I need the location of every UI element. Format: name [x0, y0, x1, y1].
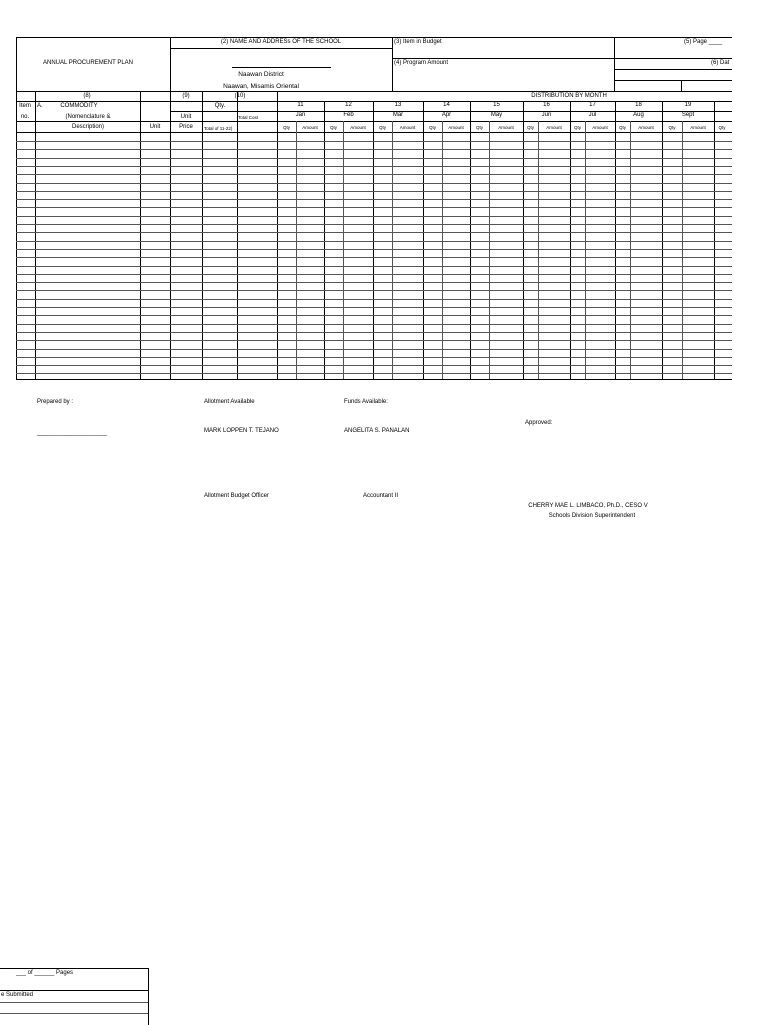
col-unit-price-2: Price: [179, 124, 193, 130]
month-qty-header: Qty: [668, 125, 676, 130]
table-row-line: [16, 224, 732, 225]
footer-pages: ___ of ______ Pages: [16, 970, 74, 976]
approved-label: Approved:: [525, 420, 553, 426]
month-qty-header: Qty: [378, 125, 387, 130]
table-row-line: [16, 307, 732, 308]
table-row-line: [16, 199, 732, 200]
page-label: (5) Page ____: [684, 39, 723, 45]
month-number: 18: [635, 102, 642, 108]
month-qty-header: Qty: [282, 125, 291, 130]
table-row-line: [16, 166, 732, 167]
grid-vline: [423, 101, 424, 379]
footer-submitted: e Submitted: [1, 992, 34, 998]
grid-hline: [614, 69, 732, 70]
month-amount-header: Amount: [350, 125, 366, 130]
prepared-by-label: Prepared by :: [37, 399, 74, 405]
grid-vline: [324, 101, 325, 379]
table-row-line: [16, 282, 732, 283]
footer-line-2: [0, 1002, 148, 1003]
grid-vline: [714, 101, 715, 379]
col-item: Item: [19, 103, 31, 109]
col-commodity: COMMODITY: [60, 103, 98, 109]
month-amount-header: Amount: [448, 125, 464, 130]
grid-hline: [614, 58, 732, 59]
budget-officer-title: Allotment Budget Officer: [204, 493, 269, 499]
accountant-name: ANGELITA S. PANALAN: [344, 428, 410, 434]
grid-hline: [170, 48, 392, 49]
month-amount-header: Amount: [592, 125, 608, 130]
grid-hline: [614, 80, 732, 81]
month-qty-header: Qty: [526, 125, 535, 130]
month-qty-header: Qty: [329, 125, 338, 130]
prepared-by-line: _____________________: [37, 430, 108, 436]
month-number: 14: [443, 102, 450, 108]
grid-vline: [662, 101, 663, 379]
month-amount-header: Amount: [399, 125, 416, 130]
footer-line-1: [0, 990, 148, 991]
month-number: 19: [684, 102, 692, 108]
col-no: no.: [20, 114, 30, 120]
accountant-title: Accountant II: [363, 493, 399, 499]
month-number: 17: [589, 102, 596, 108]
month-amount-header: Amount: [546, 125, 562, 130]
month-number: 11: [297, 102, 304, 108]
school-header: (2) NAME AND ADDRESs OF THE SCHOOL: [220, 39, 342, 45]
district-name: Naawan District: [238, 71, 284, 78]
month-name: Jun: [541, 112, 552, 118]
grid-vline: [140, 91, 141, 379]
table-row-line: [16, 183, 732, 184]
month-amount-header: Amount: [302, 125, 318, 130]
grid-vline: [615, 101, 616, 379]
month-name: Jul: [588, 112, 597, 118]
month-number: 16: [543, 102, 550, 108]
school-address: Naawan, Misamis Oriental: [223, 83, 299, 90]
grid-vline: [237, 91, 238, 379]
grid-vline: [170, 37, 171, 91]
funds-available-label: Funds Available:: [344, 399, 388, 405]
grid-vline: [202, 91, 203, 379]
grid-hline: [16, 132, 732, 133]
superintendent-name: CHERRY MAE L. LIMBACO, Ph.D., CESO V: [528, 503, 648, 509]
table-row-line: [16, 207, 732, 208]
month-qty-header: Qty: [618, 125, 627, 130]
col-qty: Qty.: [214, 103, 226, 109]
table-row-line: [16, 324, 732, 325]
month-number: 12: [345, 102, 352, 108]
table-row-line: [16, 349, 732, 350]
table-row-line: [16, 340, 732, 341]
month-qty-header: Qty: [428, 125, 437, 130]
grid-hline: [16, 91, 732, 92]
col-unit: Unit: [149, 124, 161, 130]
col-a: A.: [37, 103, 43, 109]
col-num-8: (8): [83, 93, 91, 99]
table-row-line: [16, 232, 732, 233]
month-name: Sept: [681, 112, 695, 118]
grid-vline: [614, 37, 615, 91]
month-number: 15: [493, 102, 500, 108]
table-row-line: [16, 365, 732, 366]
table-row-line: [16, 290, 732, 291]
month-number: 13: [394, 102, 402, 108]
table-row-line: [16, 315, 732, 316]
table-row-line: [16, 241, 732, 242]
table-row-line: [16, 266, 732, 267]
date-label: (6) Dat: [711, 60, 730, 66]
col-nomenclature: (Nomenclature &: [65, 114, 111, 120]
grid-vline: [392, 37, 393, 91]
table-row-line: [16, 373, 732, 374]
grid-vline: [523, 101, 524, 379]
month-name: Apr: [441, 112, 452, 118]
month-name: Jan: [295, 112, 306, 118]
col-description: Description): [71, 124, 105, 130]
distribution-title: DISTRIBUTION BY MONTH: [531, 93, 607, 99]
col-unit-price-1: Unit: [180, 114, 192, 120]
month-amount-header: Amount: [498, 125, 514, 130]
table-row-line: [16, 149, 732, 150]
grid-vline: [570, 101, 571, 379]
grid-hline: [170, 111, 277, 112]
table-row-line: [16, 357, 732, 358]
table-row-line: [16, 249, 732, 250]
month-name: Mar: [392, 112, 404, 118]
grid-vline: [170, 91, 171, 379]
table-row-line: [16, 141, 732, 142]
grid-vline: [470, 101, 471, 379]
month-amount-header: Amount: [690, 125, 706, 130]
allotment-available-label: Allotment Available: [204, 399, 255, 405]
col-num-9: (9): [182, 93, 190, 99]
table-row-line: [16, 174, 732, 175]
frame-top: [16, 37, 732, 38]
grid-vline: [681, 80, 682, 91]
table-row-line: [16, 191, 732, 192]
program-amount-label: (4) Program Amount: [394, 60, 449, 66]
col-num-10: (10): [234, 93, 246, 99]
superintendent-title: Schools Division Superintendent: [548, 513, 636, 519]
month-qty-header: Qty: [718, 125, 726, 130]
month-amount-header: Amount: [638, 125, 654, 130]
form-title: ANNUAL PROCUREMENT PLAN: [42, 60, 134, 66]
table-row-line: [16, 158, 732, 159]
grid-hline: [16, 121, 732, 122]
col-total-of: Total of 11-22): [204, 126, 233, 131]
month-qty-header: Qty: [475, 125, 484, 130]
month-name: May: [490, 112, 503, 118]
grid-hline: [392, 58, 614, 59]
month-name: Feb: [343, 112, 354, 118]
col-total-cost: Total Cost: [238, 115, 259, 120]
month-name: Aug: [633, 112, 644, 118]
table-row-line: [16, 332, 732, 333]
budget-officer-name: MARK LOPPEN T. TEJANO: [204, 428, 279, 434]
table-row-line: [16, 216, 732, 217]
footer-line-3: [0, 1013, 148, 1014]
frame-bottom: [16, 379, 732, 380]
item-in-budget-label: (3) Item in Budget: [394, 39, 442, 45]
grid-vline: [277, 101, 278, 379]
frame-left: [16, 37, 17, 379]
grid-vline: [35, 91, 36, 379]
table-row-line: [16, 299, 732, 300]
school-name-line: [232, 67, 331, 68]
grid-hline: [16, 101, 732, 102]
month-qty-header: Qty: [573, 125, 582, 130]
table-row-line: [16, 257, 732, 258]
table-row-line: [16, 274, 732, 275]
grid-vline: [373, 101, 374, 379]
